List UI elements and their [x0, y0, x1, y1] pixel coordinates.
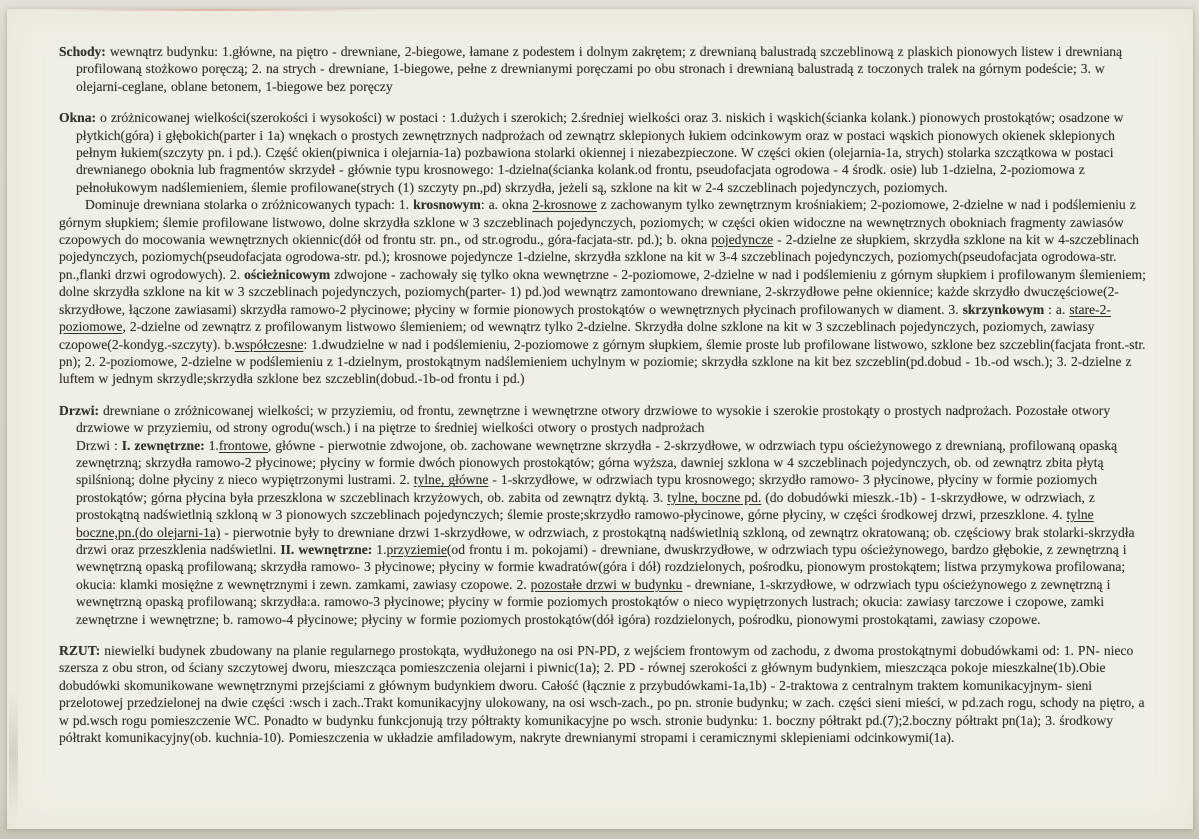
section-label: I. zewnętrzne: [121, 437, 205, 453]
paragraph [59, 402, 1149, 437]
paragraph [59, 196, 1149, 387]
underlined-term: przyziemie [386, 541, 447, 557]
document-text [59, 43, 1149, 746]
section-drzwi [59, 402, 1149, 628]
underlined-term: pozostałe drzwi w budynku [530, 576, 683, 592]
body-text: - pierwotnie były to drewniane drzwi 1-skrzydłowe, w odrzwiach, z prostokątną nadświetlnią szkloną, od zewnątrz okratowaną; ob. częściowy brak stolarki-skrzydła drzwi oraz przeszklenia nadświetlni. [76, 524, 1135, 557]
paragraph [59, 43, 1149, 95]
section-label: ościeżnicowym [244, 266, 331, 282]
section-label: RZUT: [59, 643, 101, 658]
underlined-term: 2-krosnowe [532, 197, 597, 213]
section-label: II. wewnętrzne: [280, 541, 373, 557]
body-text: - 2-dzielne ze słupkiem, skrzydła szklone na kit w 4-szczeblinach pojedynczych, poziomych(pseudofacjata ogrodowa-str. pd.); krosnowe pojedyncze 1-dzielne, skrzydła szklone na kit w 3-4 szczeblinach pojedynczych, poziomych(pseudofacjata ogrodowa-str. pn.,flanki drzwi ogrodowych). 2. [59, 232, 1139, 282]
underlined-term: tylne, boczne pd. [667, 489, 762, 505]
body-text: : a. okna [480, 197, 533, 213]
underlined-term: tylne, główne [413, 472, 489, 488]
section-label: Drzwi: [59, 402, 100, 418]
body-text: 1. [372, 541, 387, 557]
body-text: 1. [204, 437, 219, 453]
body-text: o zróżnicowanej wielkości(szerokości i wysokości) w postaci : 1.dużych i szerokich; 2.średniej wielkości oraz 3. niskich i wąskich(ścianka kolank.) pionowych prostokątów; osadzone w płytkich(góra) i głębokich(parter i 1a) wnękach o prostych zewnętrznych nadprożach od zewnątrz sklepionych łukiem odcinkowym oraz w postaci wąskich pionowych okienek sklepionych pełnym łukiem(szczyty pn. i pd.). Część okien(piwnica i olejarnia-1a) pozbawiona stolarki okiennej i niezabezpieczone. W części okien (olejarnia-1a, strych) stolarka szczątkowa w postaci drewnianego oboknia lub fragmentów skrzydeł - głównie typu krosnowego: 1-dzielna(ścianka kolank.od frontu, pseudofacjata ogrodowa - 4 środk. osie) lub 1-dzielna, 2-poziomowa z pełnołukowym nadślemieniem, ślemie profilowane(strych (1) szczyty pn.,pd) skrzydła, jeżeli są, szklone na kit w 2-4 szczeblinach pojedynczych, poziomych. [76, 110, 1124, 195]
body-text: , 2-dzielne od zewnątrz z profilowanym listwowo ślemieniem; od wewnątrz tylko 2-dzielne. Skrzydła dolne szklone na kit w 3 szczeblinach pojedynczych, poziomych, zawiasy czopowe(2-kondyg.-szczyty). b. [59, 319, 1095, 352]
paragraph [59, 109, 1149, 196]
underlined-term: pojedyncze [711, 232, 774, 248]
section-okna [59, 109, 1149, 388]
paragraph [59, 642, 1149, 746]
body-text: - 1-skrzydłowe, w odrzwiach typu krosnowego; skrzydło ramowo- 3 płycinowe, płyciny w formie poziomych prostokątów; górna płycina była przeszklona w szczeblinach krzyżowych, ob. zabita od zewnątrz dyktą. 3. [76, 472, 1098, 505]
section-label: krosnowym [413, 197, 481, 213]
body-text: : a. [1044, 301, 1070, 317]
body-text: - drewniane, 1-skrzydłowe, w odrzwiach typu ościeżynowego z zewnętrzną i wewnętrzną opaską profilowaną; skrzydła:a. ramowo-3 płycinowe; płyciny w formie poziomych prostokątów o nieco wypiętrzonych lustrach; okucia: zawiasy tarczowe i czopowe, zamki zewnętrzne i wewnętrzne; b. ramowo-4 płycinowe; płyciny w formie poziomych prostokątów(dół igóra) rozdzielonych, pośrodku, pionowymi prostokątami, zawiasy czopowe. [76, 576, 1111, 627]
body-text: drewniane o zróżnicowanej wielkości; w przyziemiu, od frontu, zewnętrzne i wewnętrzne otwory drzwiowe to wysokie i szerokie prostokąty o prostych nadprożach. Pozostałe otwory drzwiowe w przyziemiu, od strony ogrodu(wsch.) i na piętrze to średniej wielkości otwory o prostych nadprożach [76, 402, 1111, 436]
section-label: Schody: [59, 44, 106, 59]
body-text: (od frontu i m. pokojami) - drewniane, dwuskrzydłowe, w odrzwiach typu ościeżynowego, bardzo głębokie, z zewnętrzną i wewnętrzną opaską profilowaną; skrzydła ramowo- 3 płycinowe; płyciny w formie kwadratów(góra i dół) rozdzielonych, pośrodku, pionowym prostokątem; listwa przymykowa profilowana; okucia: klamki mosiężne z wewnętrznymi i zewn. zamkami, zawiasy czopowe. 2. [76, 541, 1127, 592]
body-text: zdwojone - zachowały się tylko okna wewnętrzne - 2-poziomowe, 2-dzielne w nad i podślemieniu z górnym słupkiem i profilowanym ślemieniem; dolne skrzydła szklone na kit w 3 szczeblinach pojedynczych, poziomych(parter- 1) pd.)od wewnątrz zamontowano drewniane, 2-skrzydłowe pełne okiennice; każde skrzydło dwuczęściowe(2-skrzydłowe, łączone zawiasami) skrzydła ramowo-2 płycinowe; płyciny w formie pionowych prostokątów o wewnętrznych płycinach profilowanych w diament. 3. [59, 266, 1146, 317]
section-rzut [59, 642, 1149, 746]
document-page [7, 9, 1193, 829]
body-text: z zachowanym tylko zewnętrznym krośniakiem; 2-poziomowe, 2-dzielne w nad i podślemieniu z górnym słupkiem; ślemie profilowane listwowo, dolne skrzydła szklone w 3 szczeblinach pojedynczych, poziomych; w części okien widoczne na wewnętrznych obokniach fragmenty zawiasów czopowych do mocowania wewnętrznych okiennic(dół od frontu str. pn., od str.ogrodu., góra-facjata-str. pd.); b. okna [59, 197, 1136, 248]
section-schody [59, 43, 1149, 95]
body-text: , główne - pierwotnie zdwojone, ob. zachowane wewnętrzne skrzydła - 2-skrzydłowe, w odrzwiach typu ościeżynowego z drewnianą, profilowaną opaską zewnętrzną; skrzydła ramowo-2 płycinowe; płyciny w formie dwóch pionowych prostokątów; górna wyższa, dawniej szklona w 4 szczeblinach pojedynczych, ob. od zewnątrz zbita płytą spilśnioną; dolne płyciny z nieco wypiętrzonymi lustrami. 2. [76, 437, 1118, 488]
underlined-term: frontowe [218, 437, 268, 453]
body-text: Dominuje drewniana stolarka o zróżnicowanych typach: 1. [85, 197, 414, 213]
body-text: wewnątrz budynku: 1.główne, na piętro - drewniane, 2-biegowe, łamane z podestem i dolnym zakrętem; z drewnianą balustradą szczeblinową z plaskich pionowych listew i drewnianą profilowaną stożkowo poręczą; 2. na strych - drewniane, 1-biegowe, pełne z drewnianymi poręczami po obu stronach i drewnianą balustradą z toczonych tralek na górnym podeście; 3. w olejarni-ceglane, oblane betonem, 1-biegowe bez poręczy [76, 44, 1123, 94]
underlined-term: stare-2-poziomowe [59, 301, 1111, 335]
body-text: niewielki budynek zbudowany na planie regularnego prostokąta, wydłużonego na osi PN-PD, z wejściem frontowym od zachodu, z dwoma prostokątnymi dobudówkami od: 1. PN- nieco szersza z obu stron, od ściany szczytowej dworu, mieszcząca pomieszczenia olejarni i piwnic(1a); 2. PD - równej szerokości z głównym budynkiem, mieszcząca pokoje mieszkalne(1b).Obie dobudówki skomunikowane wewnętrznymi przejściami z głównym budynkiem dworu. Całość (łącznie z przybudówkami-1a,1b) - 2-traktowa z centralnym traktem komunikacyjnym- sieni przelotowej przedzielonej na dwie części :wsch i zach..Trakt komunikacyjny ulokowany, na osi wsch-zach., po pn. stronie budynku; w zach. części sieni mieści, w pd.zach rogu, schody na piętro, a w pd.wsch rogu pomieszczenie WC. Ponadto w budynku funkcjonują trzy półtrakty komunikacyjne po wsch. stronie budynku: 1. boczny półtrakt pd.(7);2.boczny półtrakt pn(1a); 3. środkowy półtrakt komunikacyjny(ob. kuchnia-10). Pomieszczenia w układzie amfiladowym, nakryte drewnianymi stropami i ceramicznymi sklepieniami odcinkowymi(1a). [59, 643, 1145, 746]
section-label: Okna: [59, 110, 97, 126]
underlined-term: współczesne [234, 336, 304, 352]
paragraph [59, 437, 1149, 628]
body-text: Drzwi : [76, 437, 122, 453]
body-text: (do dobudówki mieszk.-1b) - 1-skrzydłowe, w odrzwiach, z prostokątną nadświetlnią szkloną w 3 pionowych szczeblinach pojedynczych; ślemie proste;skrzydło ramowo-płycinowe, górne płyciny, w części środkowej drzwi, przeszklone. 4. [76, 489, 1095, 523]
section-label: skrzynkowym [962, 301, 1045, 317]
underlined-term: tylne boczne,pn.(do olejarni-1a) [76, 507, 1094, 540]
body-text: : 1.dwudzielne w nad i podślemieniu, 2-poziomowe z górnym słupkiem, ślemie proste lub profilowane listwowo, szklone bez szczeblin(facjata front.-str. pn); 2. 2-poziomowe, 2-dzielne w podślemieniu z 1-dzielnym, prostokątnym nadślemieniem uchylnym w poziomie; skrzydła szklone na kit bez szczeblin(pd.dobud - 1b.-od wsch.); 3. 2-dzielne z luftem w jednym skrzydle;skrzydła szklone bez szczeblin(dobud.-1b-od frontu i pd.) [59, 336, 1146, 387]
